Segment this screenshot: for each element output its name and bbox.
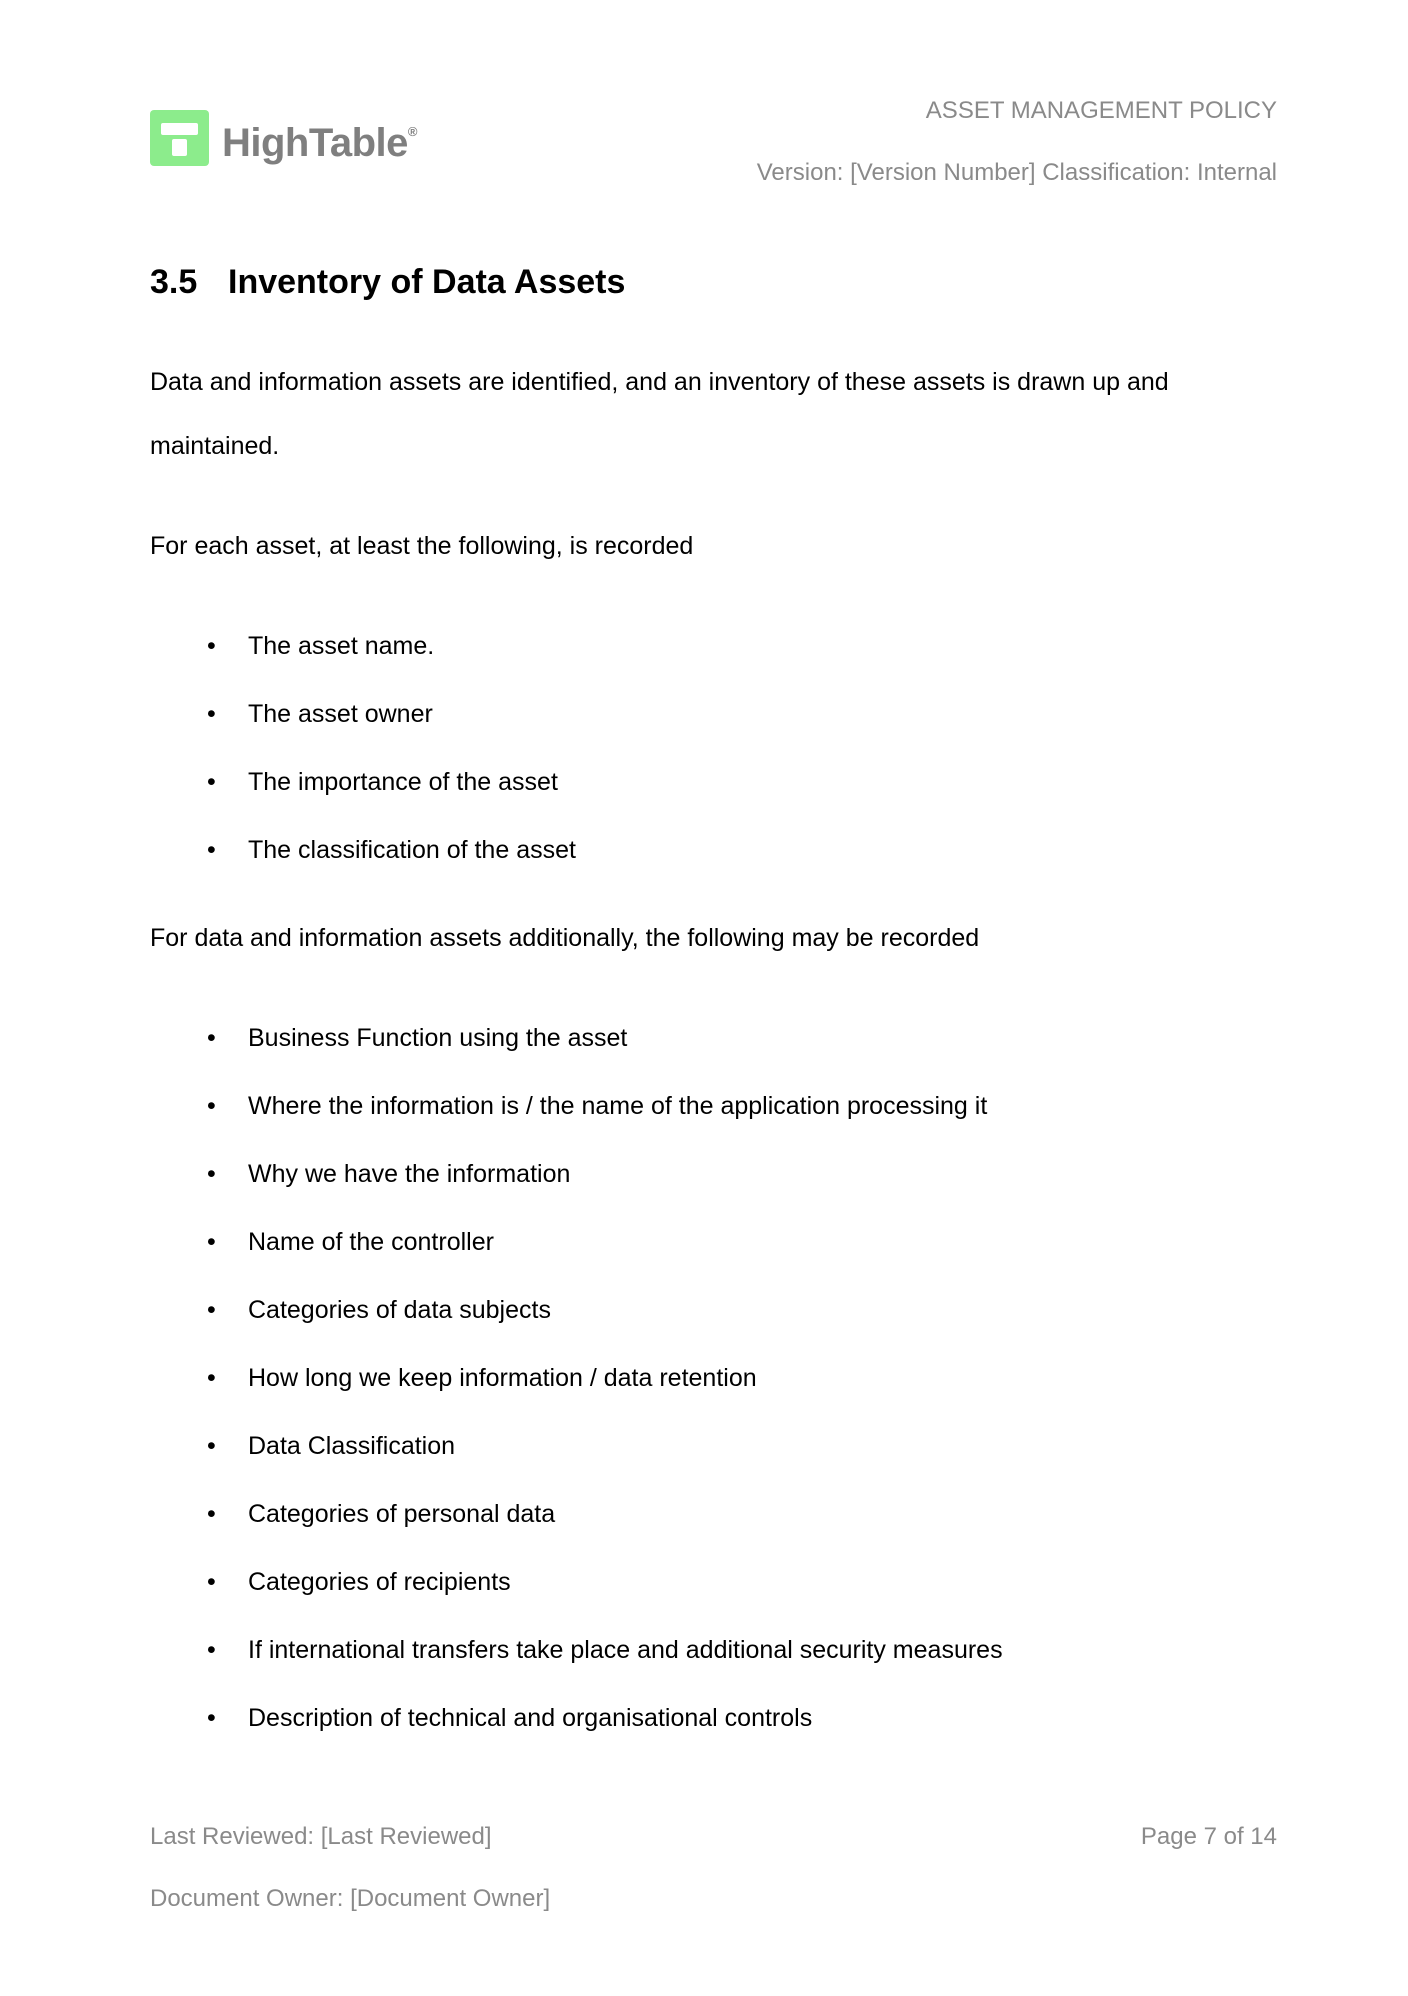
footer-row (150, 1884, 1277, 1914)
list-item-text: The asset name. (248, 632, 435, 660)
paragraph-additional-fields-lead: For data and information assets additionally, the following may be recorded (150, 924, 980, 952)
list-item (150, 1210, 1277, 1274)
bullet-icon: • (207, 1296, 216, 1324)
bullet-icon: • (207, 1092, 216, 1120)
bullet-icon: • (207, 1500, 216, 1528)
registered-trademark-icon: ® (407, 124, 417, 139)
list-item (150, 1074, 1277, 1138)
list-item-text: The classification of the asset (248, 836, 576, 864)
bullet-icon: • (207, 1364, 216, 1392)
list-item-text: Name of the controller (248, 1228, 494, 1256)
list-item-text: Categories of personal data (248, 1500, 556, 1528)
list-item-text: Categories of recipients (248, 1568, 511, 1596)
last-reviewed-text: Last Reviewed: [Last Reviewed] (150, 1823, 492, 1850)
list-item (150, 1278, 1277, 1342)
bullet-icon: • (207, 768, 216, 796)
page-footer (150, 1822, 1277, 1914)
bullet-icon: • (207, 836, 216, 864)
list-item (150, 1414, 1277, 1478)
table-top-shape (161, 123, 198, 135)
page-number: Page 7 of 14 (1140, 1823, 1277, 1850)
list-item-text: The importance of the asset (248, 768, 558, 796)
list-item-text: Categories of data subjects (248, 1296, 551, 1324)
list-item (150, 1142, 1277, 1206)
list-item (150, 818, 1277, 882)
section-title: Inventory of Data Assets (228, 263, 626, 301)
hightable-table-icon (150, 110, 209, 166)
list-item-text: If international transfers take place and additional security measures (248, 1636, 1003, 1664)
brand-logo (150, 104, 417, 171)
list-item (150, 1006, 1277, 1070)
data-asset-fields-list (150, 1006, 1277, 1750)
list-item (150, 682, 1277, 746)
list-item-text: The asset owner (248, 700, 433, 728)
bullet-icon: • (207, 1228, 216, 1256)
bullet-icon: • (207, 632, 216, 660)
section-heading (150, 260, 1277, 304)
section-number: 3.5 (150, 263, 198, 301)
brand-name (222, 104, 417, 171)
bullet-icon: • (207, 1636, 216, 1664)
list-item (150, 1346, 1277, 1410)
paragraph-asset-fields-lead: For each asset, at least the following, is recorded (150, 532, 694, 560)
list-item (150, 1618, 1277, 1682)
brand-name-text: HighTable (222, 121, 408, 165)
list-item (150, 1686, 1277, 1750)
list-item (150, 1482, 1277, 1546)
list-item-text: How long we keep information / data retention (248, 1364, 757, 1392)
page-header (150, 96, 1277, 198)
bullet-icon: • (207, 1568, 216, 1596)
footer-row (150, 1822, 1277, 1852)
document-owner-text: Document Owner: [Document Owner] (150, 1885, 551, 1912)
list-item-text: Where the information is / the name of the application processing it (248, 1092, 988, 1120)
bullet-icon: • (207, 1024, 216, 1052)
bullet-icon: • (207, 1160, 216, 1188)
list-item (150, 614, 1277, 678)
list-item (150, 750, 1277, 814)
bullet-icon: • (207, 700, 216, 728)
header-right (757, 96, 1277, 188)
document-title: ASSET MANAGEMENT POLICY (925, 97, 1277, 124)
table-leg-shape (172, 139, 187, 156)
version-classification: Version: [Version Number] Classification: Internal (756, 159, 1277, 186)
bullet-icon: • (207, 1432, 216, 1460)
list-item-text: Data Classification (248, 1432, 456, 1460)
list-item (150, 1550, 1277, 1614)
asset-fields-list (150, 614, 1277, 882)
list-item-text: Business Function using the asset (248, 1024, 628, 1052)
paragraph-inventory-intro: Data and information assets are identified, and an inventory of these assets is drawn up and maintained. (150, 368, 1169, 460)
list-item-text: Description of technical and organisational controls (248, 1704, 813, 1732)
list-item-text: Why we have the information (248, 1160, 571, 1188)
bullet-icon: • (207, 1704, 216, 1732)
